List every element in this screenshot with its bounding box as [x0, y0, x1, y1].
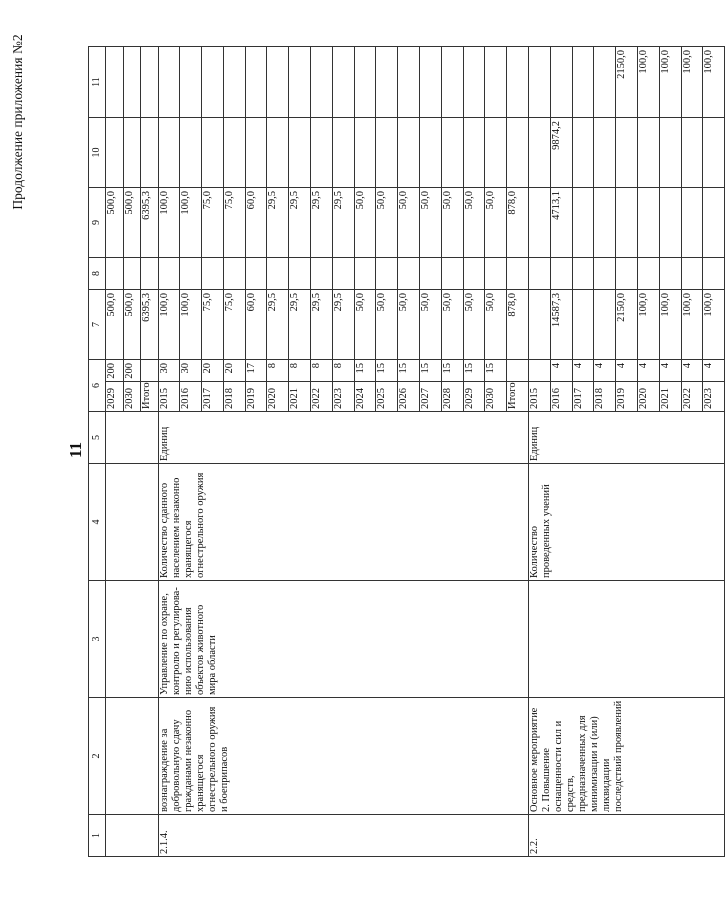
year-cell: 2021 [659, 382, 681, 412]
amount-cell-7: 50,0 [398, 290, 420, 360]
amount-cell-10 [158, 118, 180, 188]
amount-cell-9 [659, 188, 681, 258]
amount-cell-11 [180, 47, 202, 118]
year-cell: 2022 [311, 382, 333, 412]
target-value [529, 360, 551, 382]
amount-cell-10 [463, 118, 485, 188]
col-header-7: 7 [89, 290, 106, 360]
amount-cell-7: 29,5 [311, 290, 333, 360]
appendix-table [88, 46, 725, 857]
table-row [106, 47, 124, 857]
amount-cell-10 [659, 118, 681, 188]
amount-cell-9 [681, 188, 703, 258]
target-value: 15 [463, 360, 485, 382]
amount-cell-10 [245, 118, 267, 188]
amount-cell-11 [507, 47, 529, 118]
amount-cell-9 [594, 188, 616, 258]
amount-cell-7: 500,0 [106, 290, 124, 360]
amount-cell-9 [638, 188, 660, 258]
amount-cell-8 [354, 258, 376, 290]
amount-cell-10: 9874,2 [550, 118, 572, 188]
amount-cell-10 [223, 118, 245, 188]
amount-cell-9 [572, 188, 594, 258]
target-value: 30 [180, 360, 202, 382]
amount-cell-9: 4713,1 [550, 188, 572, 258]
amount-cell-10 [267, 118, 289, 188]
target-value: 8 [332, 360, 354, 382]
event-name: Основное мероприятие 2. Повышение оснащенности сил и средств, предназначенных для минимизации и (или) ликвидации последствий проявлений [529, 698, 725, 815]
year-cell: 2019 [616, 382, 638, 412]
amount-cell-10 [289, 118, 311, 188]
amount-cell-8 [594, 258, 616, 290]
amount-cell-11 [572, 47, 594, 118]
amount-cell-8 [550, 258, 572, 290]
year-cell: 2029 [106, 382, 124, 412]
amount-cell-8 [289, 258, 311, 290]
amount-cell-7: 6395,3 [141, 290, 159, 360]
year-cell: 2029 [463, 382, 485, 412]
row-number [106, 815, 159, 857]
amount-cell-8 [441, 258, 463, 290]
year-cell: 2024 [354, 382, 376, 412]
col-header-8: 8 [89, 258, 106, 290]
amount-cell-9: 878,0 [507, 188, 529, 258]
amount-cell-8 [398, 258, 420, 290]
year-cell: 2020 [267, 382, 289, 412]
amount-cell-11 [485, 47, 507, 118]
amount-cell-11 [141, 47, 159, 118]
amount-cell-11: 2150,0 [616, 47, 638, 118]
target-value: 20 [223, 360, 245, 382]
amount-cell-7: 100,0 [180, 290, 202, 360]
amount-cell-8 [311, 258, 333, 290]
col-header-4: 4 [89, 464, 106, 581]
amount-cell-11 [267, 47, 289, 118]
amount-cell-8 [267, 258, 289, 290]
executor [106, 581, 159, 698]
amount-cell-11: 100,0 [659, 47, 681, 118]
amount-cell-7: 29,5 [267, 290, 289, 360]
amount-cell-9: 60,0 [245, 188, 267, 258]
col-header-1: 1 [89, 815, 106, 857]
amount-cell-10 [398, 118, 420, 188]
year-cell: 2015 [529, 382, 551, 412]
amount-cell-10 [123, 118, 141, 188]
amount-cell-11 [529, 47, 551, 118]
amount-cell-10 [376, 118, 398, 188]
amount-cell-10 [441, 118, 463, 188]
row-number: 2.2. [529, 815, 725, 857]
target-value: 4 [572, 360, 594, 382]
amount-cell-8 [202, 258, 224, 290]
amount-cell-8 [376, 258, 398, 290]
amount-cell-11 [550, 47, 572, 118]
amount-cell-9: 75,0 [202, 188, 224, 258]
year-cell: 2030 [485, 382, 507, 412]
amount-cell-7: 50,0 [420, 290, 442, 360]
amount-cell-11 [420, 47, 442, 118]
indicator-name: Количество проведенных учений [529, 464, 725, 581]
amount-cell-8 [223, 258, 245, 290]
col-header-9: 9 [89, 188, 106, 258]
amount-cell-7: 100,0 [681, 290, 703, 360]
amount-cell-7: 29,5 [332, 290, 354, 360]
amount-cell-11 [158, 47, 180, 118]
amount-cell-8 [332, 258, 354, 290]
amount-cell-9: 29,5 [311, 188, 333, 258]
year-cell: 2019 [245, 382, 267, 412]
amount-cell-9: 50,0 [376, 188, 398, 258]
target-value: 15 [376, 360, 398, 382]
amount-cell-9: 50,0 [398, 188, 420, 258]
target-value [141, 360, 159, 382]
amount-cell-10 [420, 118, 442, 188]
amount-cell-10 [681, 118, 703, 188]
year-cell: Итого [507, 382, 529, 412]
amount-cell-8 [572, 258, 594, 290]
year-cell: 2030 [123, 382, 141, 412]
amount-cell-9: 29,5 [332, 188, 354, 258]
amount-cell-10 [202, 118, 224, 188]
amount-cell-7: 50,0 [376, 290, 398, 360]
year-cell: Итого [141, 382, 159, 412]
year-cell: 2020 [638, 382, 660, 412]
amount-cell-7: 500,0 [123, 290, 141, 360]
amount-cell-8 [681, 258, 703, 290]
amount-cell-11 [202, 47, 224, 118]
amount-cell-10 [529, 118, 551, 188]
target-value: 15 [485, 360, 507, 382]
target-value: 17 [245, 360, 267, 382]
amount-cell-9: 500,0 [106, 188, 124, 258]
amount-cell-10 [507, 118, 529, 188]
target-value: 20 [202, 360, 224, 382]
amount-cell-7: 100,0 [158, 290, 180, 360]
amount-cell-7: 50,0 [463, 290, 485, 360]
amount-cell-11: 100,0 [681, 47, 703, 118]
amount-cell-8 [106, 258, 124, 290]
amount-cell-7 [529, 290, 551, 360]
amount-cell-10 [106, 118, 124, 188]
year-cell: 2026 [398, 382, 420, 412]
col-header-11: 11 [89, 47, 106, 118]
amount-cell-8 [638, 258, 660, 290]
target-value: 8 [267, 360, 289, 382]
amount-cell-11 [332, 47, 354, 118]
executor: Управление по охране, контролю и регулирова-нию использования объектов животного мира области [158, 581, 529, 698]
year-cell: 2018 [223, 382, 245, 412]
amount-cell-11: 100,0 [638, 47, 660, 118]
amount-cell-9: 50,0 [441, 188, 463, 258]
amount-cell-7: 2150,0 [616, 290, 638, 360]
col-header-10: 10 [89, 118, 106, 188]
indicator-name: Количество сданного населением незаконно хранящегося огнестрельного оружия [158, 464, 529, 581]
indicator-name [106, 464, 159, 581]
amount-cell-8 [485, 258, 507, 290]
year-cell: 2025 [376, 382, 398, 412]
target-value [507, 360, 529, 382]
amount-cell-9: 50,0 [463, 188, 485, 258]
amount-cell-8 [703, 258, 725, 290]
amount-cell-9: 100,0 [158, 188, 180, 258]
year-cell: 2018 [594, 382, 616, 412]
year-cell: 2015 [158, 382, 180, 412]
col-header-2: 2 [89, 698, 106, 815]
row-number: 2.1.4. [158, 815, 529, 857]
amount-cell-7: 75,0 [223, 290, 245, 360]
amount-cell-10 [141, 118, 159, 188]
amount-cell-10 [572, 118, 594, 188]
target-value: 15 [354, 360, 376, 382]
year-cell: 2017 [202, 382, 224, 412]
year-cell: 2023 [332, 382, 354, 412]
amount-cell-10 [354, 118, 376, 188]
amount-cell-9: 29,5 [267, 188, 289, 258]
amount-cell-10 [638, 118, 660, 188]
amount-cell-7: 50,0 [441, 290, 463, 360]
target-value: 15 [420, 360, 442, 382]
amount-cell-7: 50,0 [485, 290, 507, 360]
amount-cell-7 [572, 290, 594, 360]
target-value: 4 [616, 360, 638, 382]
amount-cell-8 [158, 258, 180, 290]
amount-cell-10 [311, 118, 333, 188]
year-cell: 2021 [289, 382, 311, 412]
amount-cell-10 [180, 118, 202, 188]
amount-cell-7 [594, 290, 616, 360]
target-value: 8 [289, 360, 311, 382]
amount-cell-9: 50,0 [354, 188, 376, 258]
amount-cell-8 [507, 258, 529, 290]
amount-cell-11 [245, 47, 267, 118]
amount-cell-7: 100,0 [659, 290, 681, 360]
amount-cell-9 [529, 188, 551, 258]
amount-cell-7: 50,0 [354, 290, 376, 360]
amount-cell-10 [703, 118, 725, 188]
amount-cell-11 [441, 47, 463, 118]
amount-cell-7: 75,0 [202, 290, 224, 360]
target-value: 200 [123, 360, 141, 382]
col-header-6: 6 [89, 360, 106, 412]
event-name: вознаграждение за добровольную сдачу гражданами незаконно хранящегося огнестрельного оружия и боеприпасов [158, 698, 529, 815]
target-value: 200 [106, 360, 124, 382]
amount-cell-8 [420, 258, 442, 290]
amount-cell-11 [594, 47, 616, 118]
event-name [106, 698, 159, 815]
amount-cell-9 [616, 188, 638, 258]
year-cell: 2017 [572, 382, 594, 412]
amount-cell-7: 100,0 [703, 290, 725, 360]
amount-cell-11 [354, 47, 376, 118]
amount-cell-7: 878,0 [507, 290, 529, 360]
target-value: 4 [703, 360, 725, 382]
table-row [158, 47, 180, 857]
target-value: 30 [158, 360, 180, 382]
amount-cell-11 [123, 47, 141, 118]
target-value: 4 [550, 360, 572, 382]
amount-cell-9: 50,0 [420, 188, 442, 258]
amount-cell-8 [616, 258, 638, 290]
amount-cell-10 [594, 118, 616, 188]
amount-cell-11 [289, 47, 311, 118]
target-value: 4 [681, 360, 703, 382]
year-cell: 2016 [180, 382, 202, 412]
amount-cell-9: 6395,3 [141, 188, 159, 258]
amount-cell-9: 29,5 [289, 188, 311, 258]
amount-cell-11 [398, 47, 420, 118]
amount-cell-8 [245, 258, 267, 290]
target-value: 8 [311, 360, 333, 382]
amount-cell-9: 75,0 [223, 188, 245, 258]
amount-cell-7: 14587,3 [550, 290, 572, 360]
amount-cell-11 [311, 47, 333, 118]
amount-cell-8 [529, 258, 551, 290]
year-cell: 2028 [441, 382, 463, 412]
amount-cell-10 [485, 118, 507, 188]
unit: Единиц [529, 412, 725, 464]
amount-cell-7: 100,0 [638, 290, 660, 360]
amount-cell-7: 29,5 [289, 290, 311, 360]
year-cell: 2016 [550, 382, 572, 412]
amount-cell-11 [223, 47, 245, 118]
target-value: 4 [659, 360, 681, 382]
page-number: 11 [66, 441, 85, 459]
year-cell: 2023 [703, 382, 725, 412]
unit: Единиц [158, 412, 529, 464]
amount-cell-10 [616, 118, 638, 188]
year-cell: 2027 [420, 382, 442, 412]
amount-cell-10 [332, 118, 354, 188]
amount-cell-9: 100,0 [180, 188, 202, 258]
amount-cell-9 [703, 188, 725, 258]
amount-cell-8 [123, 258, 141, 290]
table-row [529, 47, 551, 857]
target-value: 15 [441, 360, 463, 382]
target-value: 4 [638, 360, 660, 382]
amount-cell-8 [141, 258, 159, 290]
year-cell: 2022 [681, 382, 703, 412]
amount-cell-8 [180, 258, 202, 290]
col-header-3: 3 [89, 581, 106, 698]
amount-cell-11 [463, 47, 485, 118]
amount-cell-8 [463, 258, 485, 290]
amount-cell-11 [106, 47, 124, 118]
column-number-row [89, 47, 106, 857]
table-sheet [88, 47, 715, 857]
amount-cell-9: 500,0 [123, 188, 141, 258]
amount-cell-7: 60,0 [245, 290, 267, 360]
target-value: 15 [398, 360, 420, 382]
continuation-note: Продолжение приложения №2 [10, 34, 25, 210]
target-value: 4 [594, 360, 616, 382]
executor [529, 581, 725, 698]
amount-cell-11 [376, 47, 398, 118]
amount-cell-11: 100,0 [703, 47, 725, 118]
unit [106, 412, 159, 464]
amount-cell-8 [659, 258, 681, 290]
col-header-5: 5 [89, 412, 106, 464]
amount-cell-9: 50,0 [485, 188, 507, 258]
